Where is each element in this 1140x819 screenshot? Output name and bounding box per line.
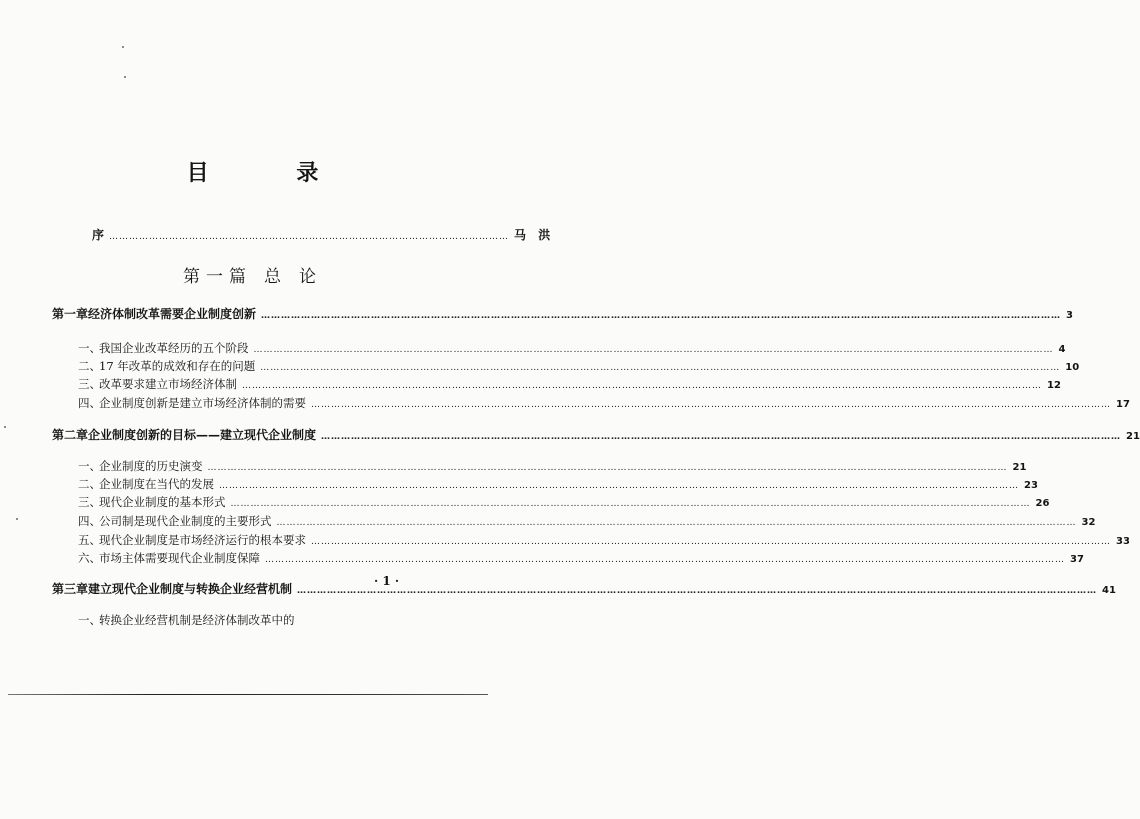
section-title: 市场主体需要现代企业制度保障 [99,551,260,565]
section-entry [78,357,1080,377]
page-ref: 3 [1066,310,1073,321]
page-ref: 10 [1065,362,1080,373]
leader-dots: …………………………………………………………………………………………………………………………………………………………………………………………………………………… [260,363,1061,373]
preface-author: 马 洪 [514,228,555,242]
section-entry [78,493,1050,513]
section-number: 五、 [78,533,101,547]
page-title: 目 录 [186,161,359,186]
page-ref: 21 [1012,462,1027,473]
section-entry [78,611,416,629]
section-number: 四、 [78,514,101,528]
section-title: 现代企业制度的基本形式 [99,495,226,509]
section-number: 六、 [78,551,101,565]
section-title: 企业制度创新是建立市场经济体制的需要 [99,396,306,410]
part-name-second: 论 [299,267,322,287]
leader-dots: …………………………………………………………………………………………………………………………………………………………………………………………………………………… [297,586,1098,596]
section-number: 一、 [78,341,101,355]
chapter-number: 第二章 [52,428,89,442]
section-number: 三、 [78,377,101,391]
section-number: 二、 [78,359,101,373]
page-ref: 33 [1116,536,1130,547]
page-ref: 17 [1116,399,1130,410]
scan-speck [124,76,126,78]
leader-dots: …………………………………………………………………………………………………………………………………………………………………………………………………………………… [253,345,1054,355]
part-heading [0,262,505,287]
page-ref: 23 [1024,480,1038,491]
section-number: 四、 [78,396,101,410]
chapter-number: 第一章 [52,307,89,321]
bottom-rule [8,694,488,695]
section-number: 一、 [78,459,101,473]
leader-dots: …………………………………………………………………………………………………………………………………………………………………………………………………………………… [265,555,1065,565]
chapter-entry [52,580,1116,600]
part-label: 第一篇 [183,267,252,287]
leader-dots: …………………………………………………………………………………………………………………………………………………………………………………………………………………… [242,381,1042,391]
section-number: 一、 [78,613,101,627]
leader-dots: …………………………………………………………………………………………………………………………………………………………………………………………………………………… [321,432,1122,442]
section-entry [78,549,1084,569]
section-title: 转换企业经营机制是经济体制改革中的 [99,613,295,627]
section-number: 三、 [78,495,101,509]
section-entry [78,375,1061,395]
section-entry [78,394,1130,414]
section-title: 现代企业制度是市场经济运行的根本要求 [99,533,306,547]
section-title: 17 年改革的成效和存在的问题 [99,359,256,373]
leader-dots: …………………………………………………………………………………………………………………………………………………………………………………………………………………… [276,518,1077,528]
scan-speck [122,46,124,48]
preface-entry [92,226,555,246]
section-title: 公司制是现代企业制度的主要形式 [99,514,272,528]
leader-dots: …………………………………………………………………………………………………………………………………………………………………………………………………………………… [311,400,1111,410]
leader-dots: …………………………………………………………………………………………………………………………………………………………………………………………………………………… [311,537,1111,547]
scan-speck [4,426,6,428]
section-entry [78,531,1130,551]
leader-dots: …………………………………………………………………………………………………………………………………………………………………………………………………………………… [261,311,1062,321]
chapter-title: 经济体制改革需要企业制度创新 [88,307,257,321]
page-ref: 41 [1102,585,1116,596]
page-ref: 26 [1035,498,1050,509]
section-title: 企业制度在当代的发展 [99,477,214,491]
section-entry [78,457,1027,477]
section-title: 企业制度的历史演变 [99,459,203,473]
page-ref: 21 [1126,431,1140,442]
section-entry [78,339,1066,359]
chapter-entry [52,305,1073,325]
leader-dots: …………………………………………………………………………………………………………………………………………………………………………………………………………………… [207,463,1008,473]
chapter-number: 第三章 [52,582,89,596]
part-name-first: 总 [264,267,287,287]
preface-label: 序 [92,228,105,242]
chapter-title: 建立现代企业制度与转换企业经营机制 [88,582,293,596]
leader-dots: …………………………………………………………………………………………………………………………………………………………………………………………………………………… [219,481,1019,491]
page-number: · 1 · [374,574,400,588]
leader-dots: ………………………………………………………………………………………………………… [109,232,510,242]
section-entry [78,475,1038,495]
chapter-title: 企业制度创新的目标——建立现代企业制度 [88,428,317,442]
scan-speck [16,518,18,520]
page-ref: 4 [1058,344,1066,355]
section-title: 改革要求建立市场经济体制 [99,377,237,391]
page-ref: 12 [1047,380,1061,391]
page-ref: 37 [1070,554,1084,565]
leader-dots: …………………………………………………………………………………………………………………………………………………………………………………………………………………… [230,499,1031,509]
section-title: 我国企业改革经历的五个阶段 [99,341,249,355]
page-ref: 32 [1081,517,1096,528]
section-number: 二、 [78,477,101,491]
section-entry [78,512,1096,532]
chapter-entry [52,426,1140,446]
